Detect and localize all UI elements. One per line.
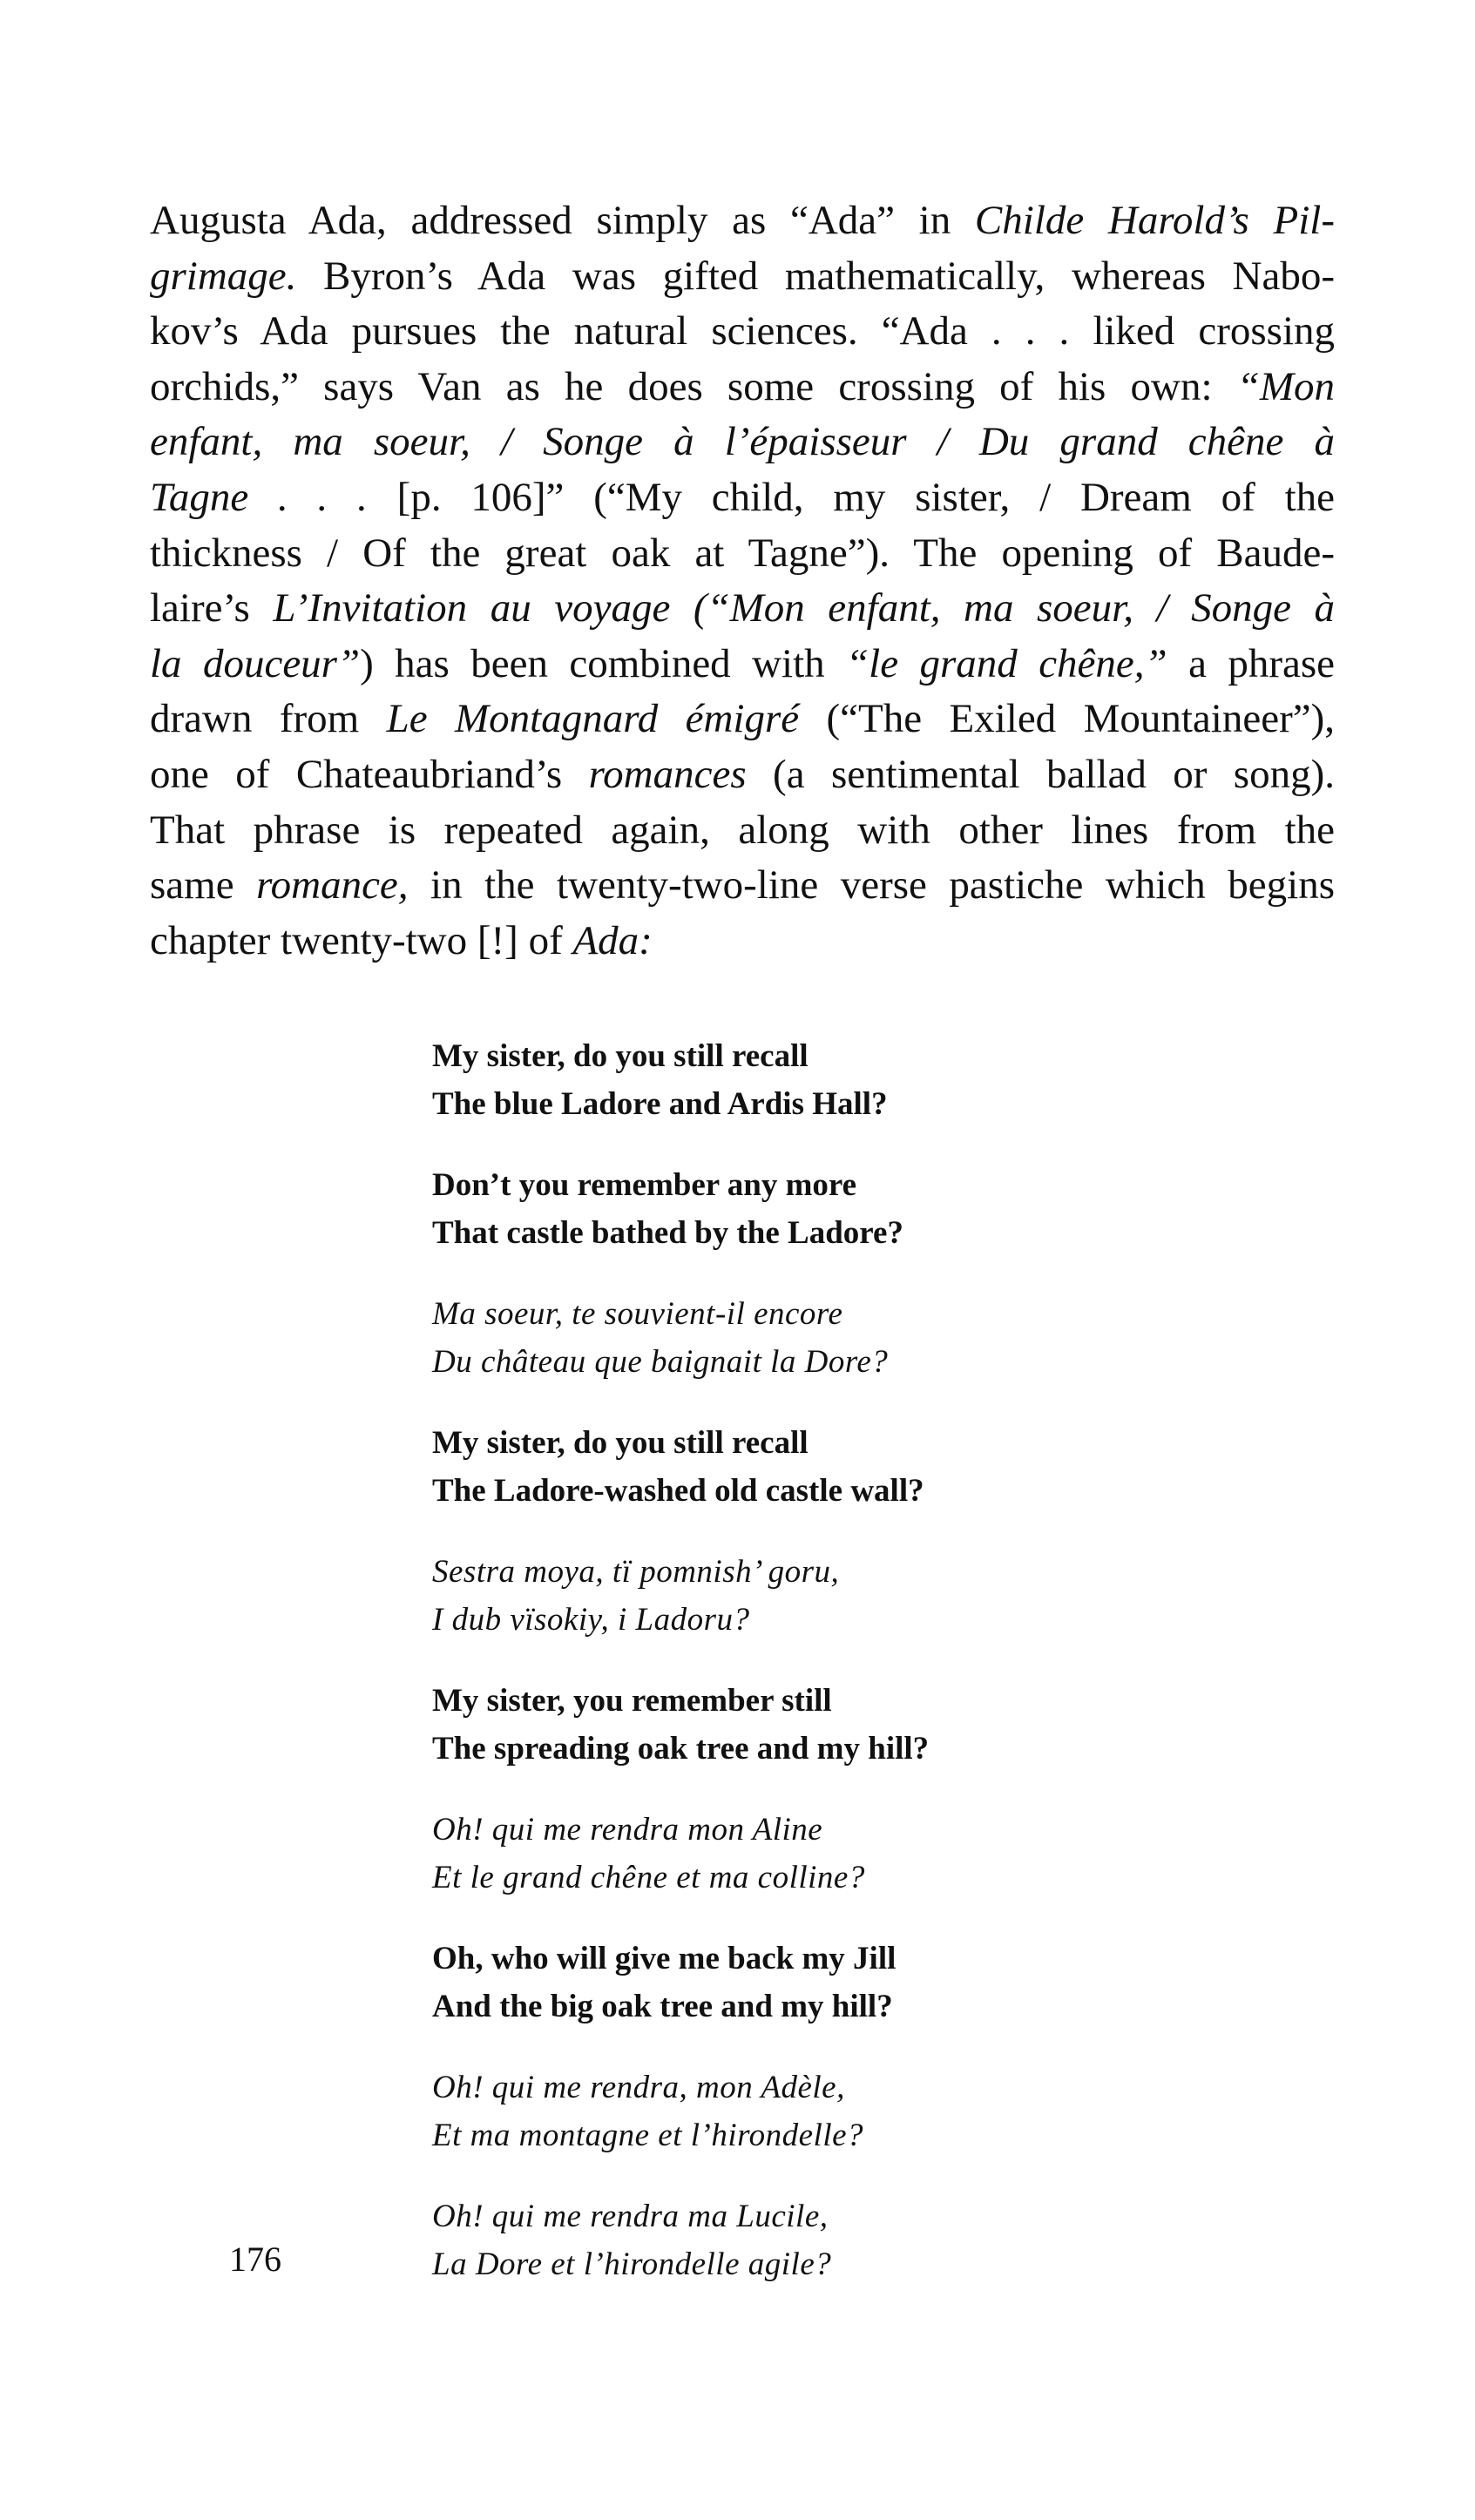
text-segment: Augusta Ada, addressed simply as “Ada” in — [150, 198, 975, 243]
verse-line: My sister, do you still recall — [432, 1038, 809, 1074]
prose-line — [150, 526, 1335, 582]
text-segment: a phrase — [1167, 640, 1335, 686]
stanza-fr — [432, 1290, 888, 1386]
verse-line: The spreading oak tree and my hill? — [432, 1731, 930, 1767]
text-segment: Byron’s Ada was gifted mathematically, whereas Nabo- — [296, 253, 1335, 299]
stanza-en — [432, 1419, 924, 1515]
prose-line — [150, 581, 1335, 637]
verse-line: The blue Ladore and Ardis Hall? — [432, 1086, 888, 1122]
prose-paragraph — [150, 193, 1335, 969]
text-segment: kov’s Ada pursues the natural sciences. “Ada . . . liked crossing — [150, 308, 1335, 355]
verse-line: Oh! qui me rendra mon Aline — [432, 1812, 823, 1848]
verse-line: Ma soeur, te souvient-il encore — [432, 1296, 843, 1332]
stanza-en — [432, 1677, 929, 1773]
italic-text: L’Invitation au voyage (“Mon enfant, ma soeur, / Songe à — [273, 585, 1335, 632]
page-number: 176 — [229, 2240, 281, 2279]
prose-line — [150, 249, 1335, 305]
verse-line: My sister, do you still recall — [432, 1425, 809, 1461]
verse-line: The Ladore-washed old castle wall? — [432, 1473, 924, 1509]
verse-line: Oh! qui me rendra, mon Adèle, — [432, 2070, 845, 2105]
prose-line — [150, 637, 1335, 692]
text-segment: orchids,” says Van as he does some crossing of his own: — [150, 363, 1237, 409]
italic-text: Tagne . . . — [150, 474, 368, 520]
verse-line: Don’t you remember any more — [432, 1167, 857, 1203]
stanza-fr — [432, 2192, 831, 2288]
verse-line: I dub vïsokiy, i Ladoru? — [432, 1602, 750, 1638]
text-segment: thickness / Of the great oak at Tagne”). The opening of Baude- — [150, 530, 1335, 576]
text-segment: [p. 106]” (“My child, my sister, / Dream of the — [367, 474, 1335, 520]
prose-line — [150, 470, 1335, 526]
verse-line: Oh! qui me rendra ma Lucile, — [432, 2199, 829, 2234]
text-segment: drawn from — [150, 696, 387, 742]
prose-line — [150, 415, 1335, 470]
italic-text: “le grand chêne,” — [846, 640, 1167, 686]
verse-line: And the big oak tree and my hill? — [432, 1989, 893, 2024]
italic-text: Childe Harold’s Pil- — [974, 198, 1336, 243]
stanza-en — [432, 1161, 903, 1257]
verse-line: My sister, you remember still — [432, 1683, 832, 1719]
verse-line: Et ma montagne et l’hirondelle? — [432, 2118, 864, 2153]
text-segment: (“The Exiled Mountaineer”), — [799, 696, 1335, 742]
prose-line — [150, 914, 1335, 969]
stanza-fr — [432, 1806, 865, 1902]
italic-text: “Mon — [1236, 363, 1335, 409]
text-segment: laire’s — [150, 585, 274, 632]
italic-text: romance, — [256, 862, 409, 909]
verse-line: Oh, who will give me back my Jill — [432, 1941, 897, 1976]
text-segment: chapter twenty-two [!] of — [150, 917, 573, 963]
prose-line — [150, 360, 1335, 415]
stanza-en — [432, 1032, 888, 1128]
stanza-ru — [432, 1548, 839, 1644]
verse-line: Sestra moya, tï pomnish’ goru, — [432, 1554, 840, 1590]
verse-line: That castle bathed by the Ladore? — [432, 1215, 903, 1251]
italic-text: romances — [588, 751, 747, 797]
italic-text: Le Montagnard émigré — [386, 696, 800, 742]
verse-line: Du château que baignait la Dore? — [432, 1344, 889, 1380]
text-segment: ) has been combined with — [360, 640, 847, 686]
italic-text: Ada: — [572, 917, 653, 963]
verse-line: La Dore et l’hirondelle agile? — [432, 2246, 832, 2282]
verse-line: Et le grand chêne et ma colline? — [432, 1860, 865, 1895]
prose-line — [150, 692, 1335, 747]
prose-line — [150, 193, 1335, 249]
text-segment: (a sentimental ballad or song). — [746, 751, 1335, 797]
prose-line — [150, 858, 1335, 914]
italic-text: grimage. — [150, 253, 297, 299]
stanza-en — [432, 1935, 896, 2030]
text-segment: same — [150, 862, 257, 909]
prose-line — [150, 747, 1335, 803]
stanza-fr — [432, 2064, 863, 2159]
prose-line — [150, 803, 1335, 859]
italic-text: la douceur” — [150, 640, 361, 686]
italic-text: enfant, ma soeur, / Songe à l’épaisseur / Du grand chêne à — [150, 419, 1335, 465]
prose-line — [150, 304, 1335, 360]
text-segment: one of Chateaubriand’s — [150, 751, 589, 797]
text-segment: in the twenty-two-line verse pastiche which begins — [408, 862, 1335, 909]
text-segment: That phrase is repeated again, along with other lines from the — [150, 807, 1335, 853]
